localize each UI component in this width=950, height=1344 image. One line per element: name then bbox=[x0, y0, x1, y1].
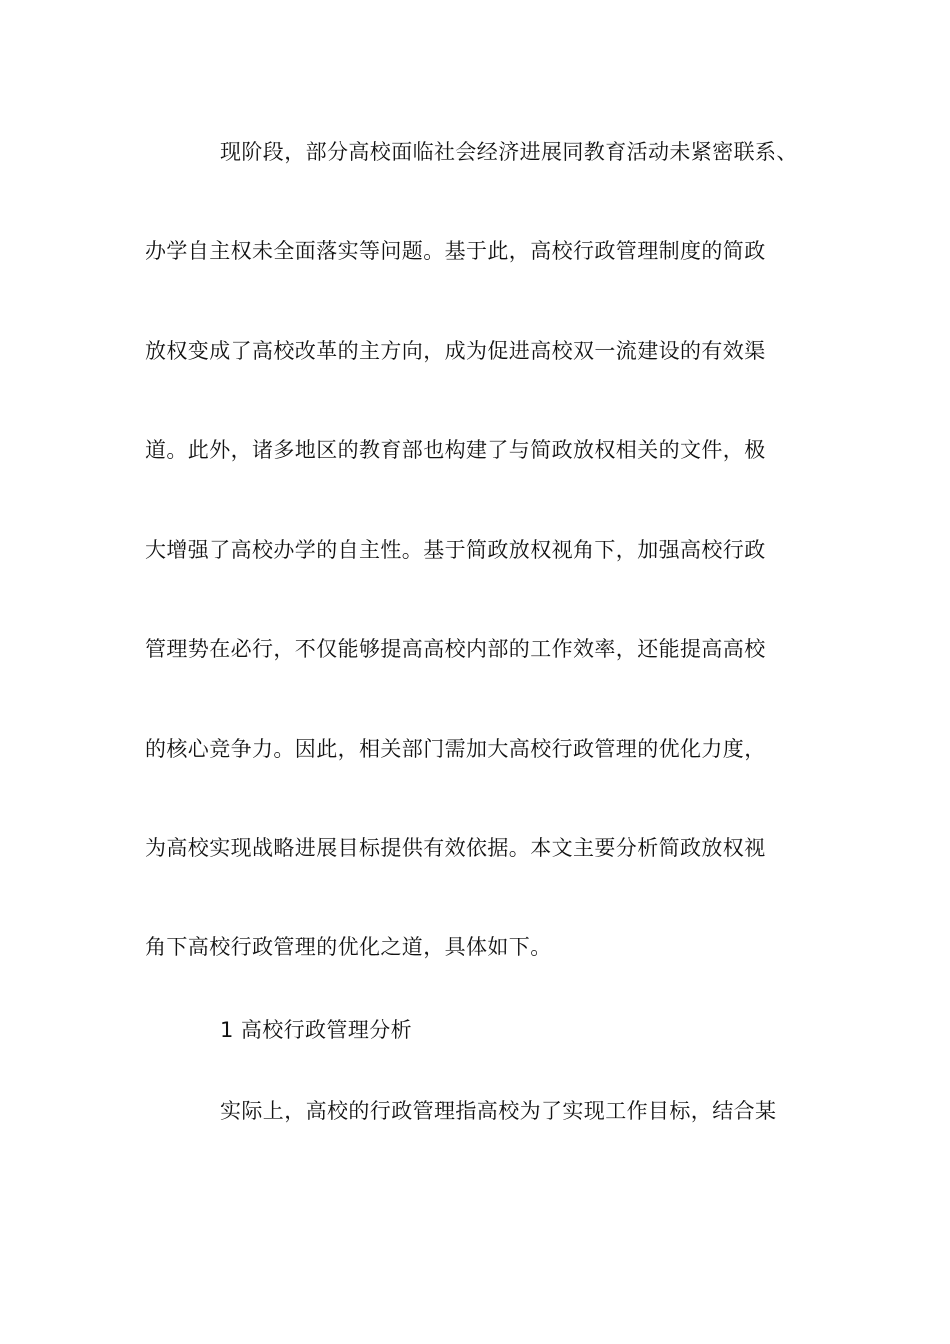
paragraph-1-line-4: 道。此外，诸多地区的教育部也构建了与简政放权相关的文件，极 bbox=[145, 438, 766, 462]
paragraph-1-line-7: 的核心竞争力。因此，相关部门需加大高校行政管理的优化力度， bbox=[145, 737, 766, 761]
paragraph-1-line-5: 大增强了高校办学的自主性。基于简政放权视角下，加强高校行政 bbox=[145, 538, 766, 562]
paragraph-1-line-1: 现阶段，部分高校面临社会经济进展同教育活动未紧密联系、 bbox=[220, 140, 798, 164]
paragraph-1-line-6: 管理势在必行，不仅能够提高高校内部的工作效率，还能提高高校 bbox=[145, 637, 766, 661]
paragraph-2-line-1: 实际上，高校的行政管理指高校为了实现工作目标，结合某 bbox=[220, 1099, 777, 1123]
paragraph-1-line-3: 放权变成了高校改革的主方向，成为促进高校双一流建设的有效渠 bbox=[145, 339, 766, 363]
paragraph-1-line-8: 为高校实现战略进展目标提供有效依据。本文主要分析简政放权视 bbox=[145, 836, 766, 860]
paragraph-1-line-9: 角下高校行政管理的优化之道，具体如下。 bbox=[145, 935, 552, 959]
paragraph-1-line-2: 办学自主权未全面落实等问题。基于此，高校行政管理制度的简政 bbox=[145, 239, 766, 263]
section-heading: 1 高校行政管理分析 bbox=[220, 1018, 413, 1042]
